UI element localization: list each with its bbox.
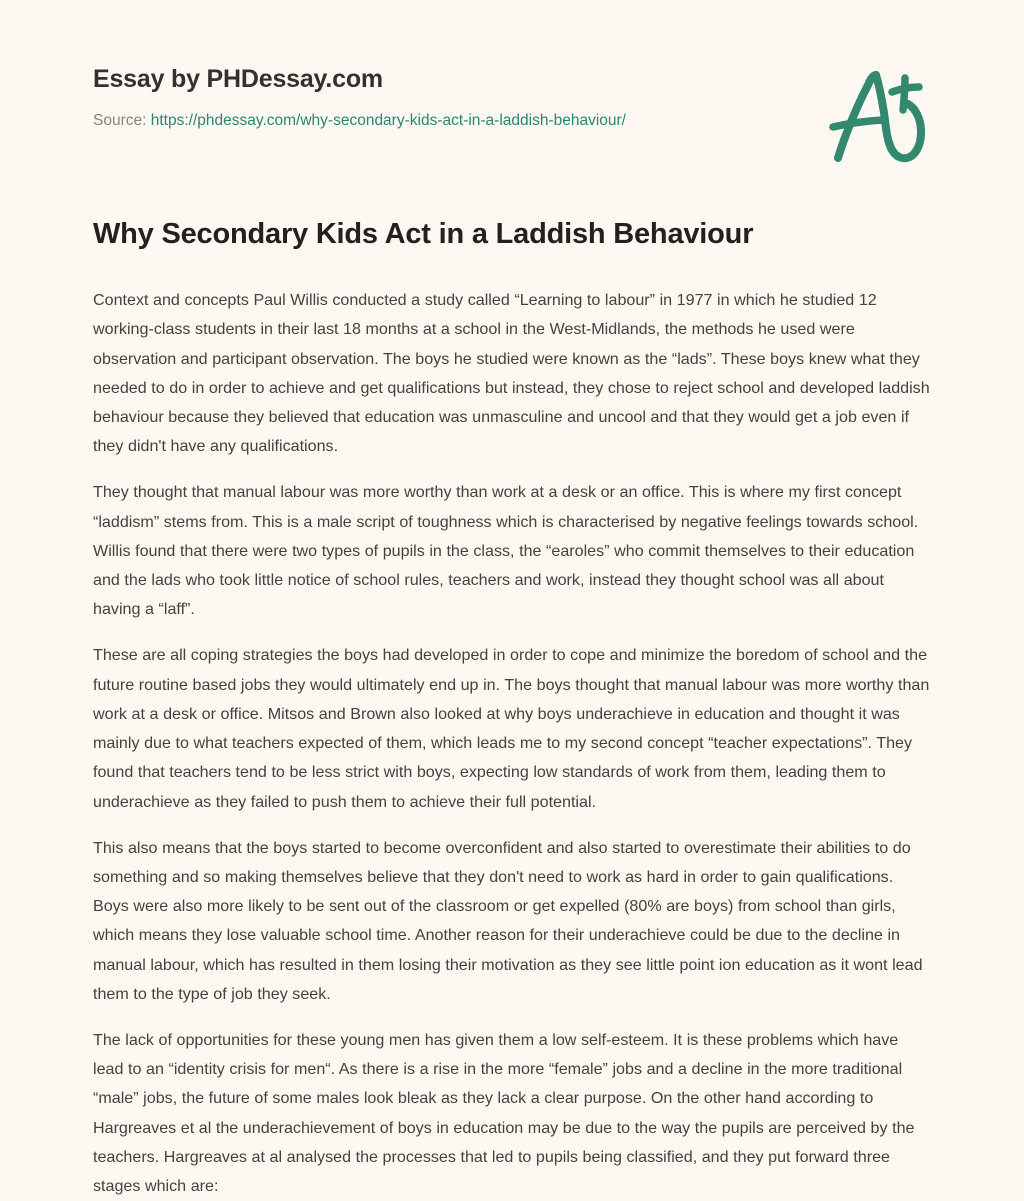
source-url-link[interactable]: https://phdessay.com/why-secondary-kids-act-in-a-laddish-behaviour/ — [150, 112, 626, 129]
a-plus-logo-svg — [820, 66, 932, 166]
article-paragraph: They thought that manual labour was more worthy than work at a desk or an office. This is where my first concept “laddism” stems from. This is a male script of toughness which is characterised by negative feelings towards school. Willis found that there were two types of pupils in the class, the “earoles” who commit themselves to their education and the lads who took little notice of school rules, teachers and work, instead they thought school was all about having a “laff”. — [93, 483, 919, 619]
document-header — [93, 64, 933, 174]
page-title: Why Secondary Kids Act in a Laddish Behaviour — [93, 218, 754, 250]
article-container — [93, 216, 933, 1201]
source-line — [93, 111, 933, 131]
source-label: Source: — [93, 112, 147, 129]
article-paragraph: This also means that the boys started to become overconfident and also started to overestimate their abilities to do something and so making themselves believe that they don't need to work as hard in order to gain qualifications. Boys were also more likely to be sent out of the classroom or get expelled (80% are boys) from school than girls, which means they lose valuable school time. Another reason for their underachieve could be due to the decline in manual labour, which has resulted in them losing their motivation as they see little point ion education as it wont lead them to the type of job they seek. — [93, 838, 923, 1003]
a-plus-logo-icon — [820, 66, 932, 166]
article-paragraph: These are all coping strategies the boys had developed in order to cope and minimize the boredom of school and the future routine based jobs they would ultimately end up in. The boys thought that manual labour was more worthy than work at a desk or office. Mitsos and Brown also looked at why boys underachieve in education and thought it was mainly due to what teachers expected of them, which leads me to my second concept “teacher expectations”. They found that teachers tend to be less strict with boys, expecting low standards of work from them, leading them to underachieve as they failed to push them to achieve their full potential. — [93, 646, 930, 811]
article-body — [93, 286, 933, 1201]
article-paragraph: The lack of opportunities for these young men has given them a low self-esteem. It is these problems which have lead to an “identity crisis for men“. As there is a rise in the more “female” jobs and a decline in the more traditional “male” jobs, the future of some males look bleak as they lack a clear purpose. On the other hand according to Hargreaves et al the underachievement of boys in education may be due to the way the pupils are perceived by the teachers. Hargreaves at al analysed the processes that led to pupils being classified, and they put forward three stages which are: — [93, 1030, 915, 1195]
brand-title: Essay by PHDessay.com — [93, 65, 383, 93]
article-paragraph: Context and concepts Paul Willis conducted a study called “Learning to labour” in 1977 in which he studied 12 working-class students in their last 18 months at a school in the West-Midlands, the methods he used were observation and participant observation. The boys he studied were known as the “lads”. These boys knew what they needed to do in order to achieve and get qualifications but instead, they chose to reject school and developed laddish behaviour because they believed that education was unmasculine and uncool and that they would get a job even if they didn't have any qualifications. — [93, 291, 930, 456]
